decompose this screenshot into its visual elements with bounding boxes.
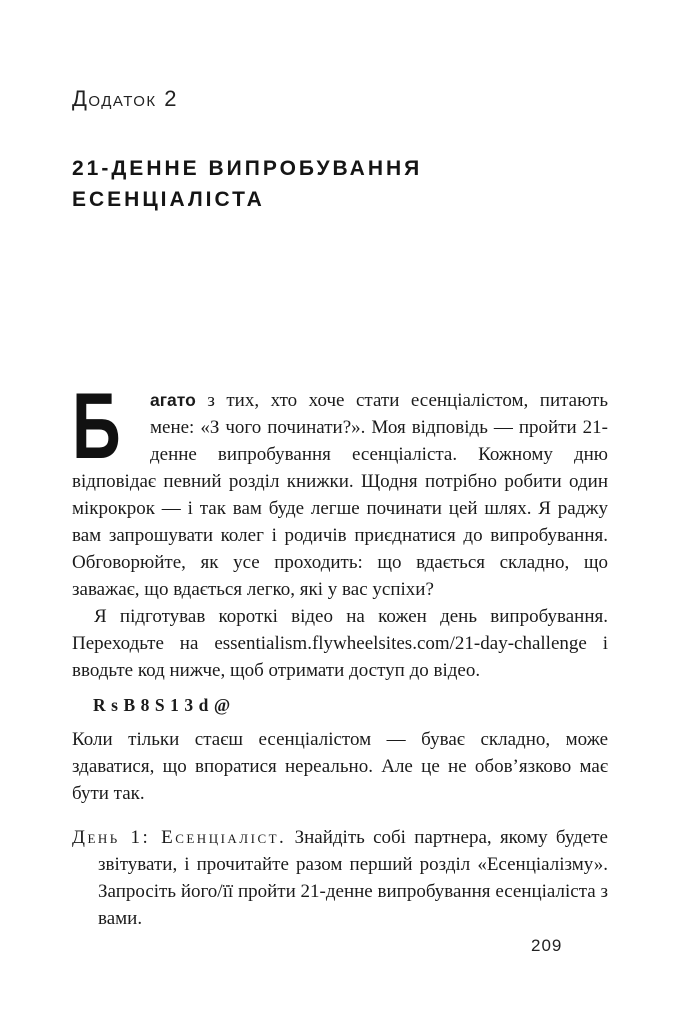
day1-label: День 1: Есенціаліст. [72,827,287,848]
intro-paragraph-text: з тих, хто хоче стати есенціалістом, питають мене: «З чого починати?». Моя відповідь — пройти 21-денне випробування есенціаліста. Кожному дню відповідає певний розділ книжки. Щодня потрібно робити один мікрокрок — і так вам буде легше починати цей шлях. Я раджу вам запрошувати колег і родичів приєднатися до випробування. Обговорюйте, як усе проходить: що вдається складно, що заважає, що вдається легко, які у вас успіхи? [72,390,608,600]
day1-paragraph [72,824,608,932]
chapter-title-line1: 21-ДЕННЕ ВИПРОБУВАННЯ [72,157,423,180]
intro-paragraph [72,373,608,603]
chapter-title [72,153,608,215]
chapter-title-line2: ЕСЕНЦІАЛІСТА [72,188,265,211]
appendix-label: Додаток 2 [72,86,178,111]
access-code: RsB8S13d@ [93,695,236,715]
lead-word: агато [150,390,196,410]
day1-text: Знайдіть собі партнера, якому будете звітувати, і прочитайте разом перший розділ «Есенціалізму». Запросіть його/її пройти 21-денне випробування есенціаліста з вами. [98,827,608,929]
video-info-paragraph: Я підготував короткі відео на кожен день випробування. Переходьте на essentialism.flywheelsites.com/21-day-challenge і вводьте код нижче, щоб отримати доступ до відео. [72,606,608,681]
note-paragraph: Коли тільки стаєш есенціалістом — буває складно, може здаватися, що впоратися нереально. Але це не обов’язково має бути так. [72,729,608,804]
page-number: 209 [531,936,563,955]
dropcap-letter: Б [72,373,121,478]
